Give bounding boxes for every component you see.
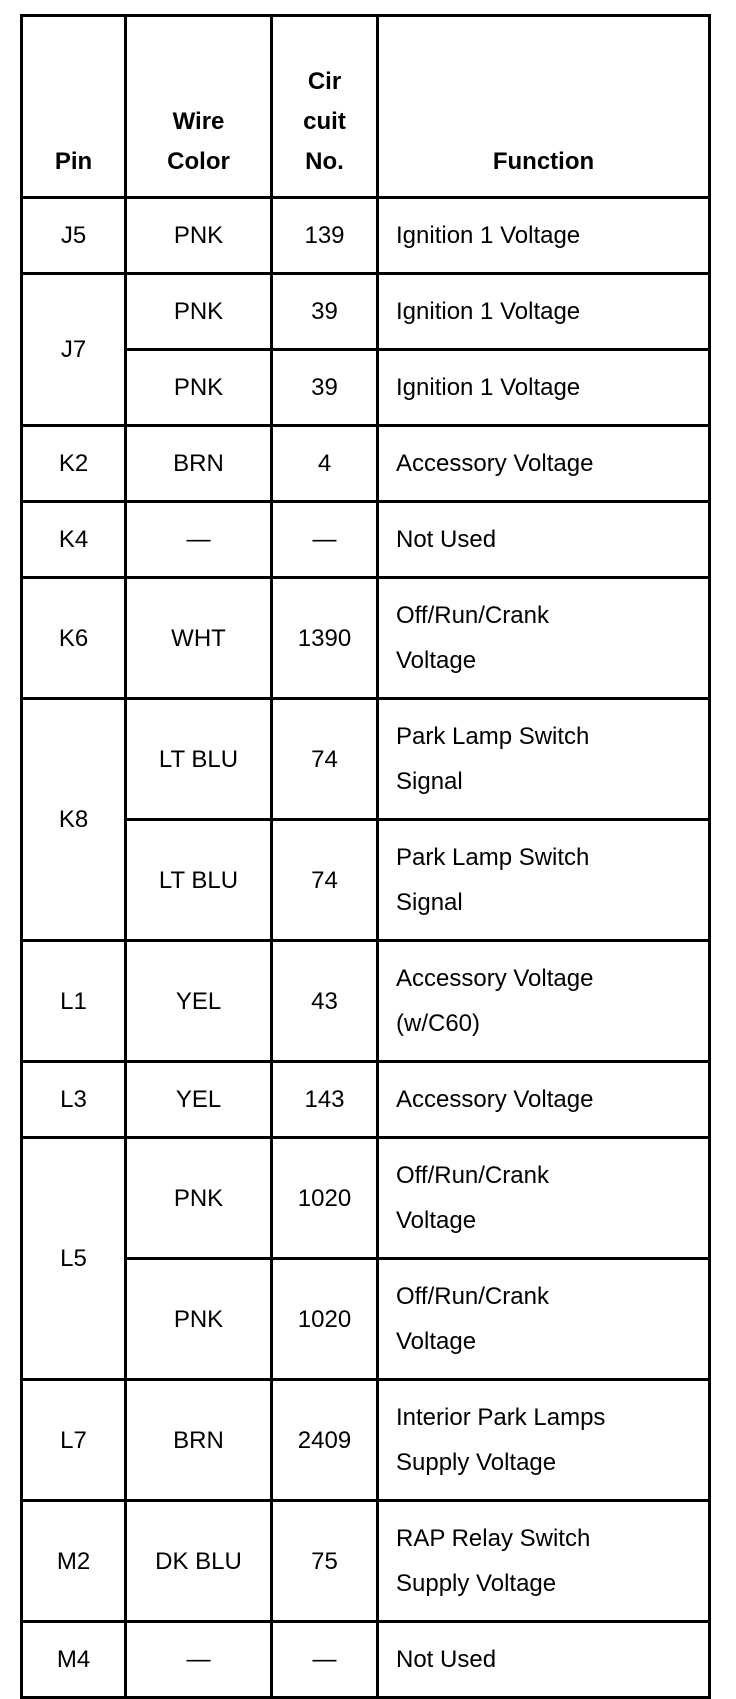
function-cell: Ignition 1 Voltage [378, 198, 710, 274]
circuit-number-cell: 1020 [272, 1138, 378, 1259]
function-cell: Accessory Voltage [378, 1062, 710, 1138]
table-row [22, 578, 710, 699]
table-row [22, 1062, 710, 1138]
wire-color-cell: PNK [126, 1259, 272, 1380]
table-row [22, 1622, 710, 1698]
pin-cell: M4 [22, 1622, 126, 1698]
wire-color-cell: LT BLU [126, 699, 272, 820]
function-cell: Ignition 1 Voltage [378, 274, 710, 350]
table-row [22, 699, 710, 820]
wire-color-cell: — [126, 502, 272, 578]
function-cell: Park Lamp Switch Signal [378, 820, 710, 941]
function-cell: Interior Park Lamps Supply Voltage [378, 1380, 710, 1501]
function-cell: Off/Run/Crank Voltage [378, 1138, 710, 1259]
function-cell: Park Lamp Switch Signal [378, 699, 710, 820]
pin-cell: L3 [22, 1062, 126, 1138]
pin-cell: J5 [22, 198, 126, 274]
circuit-number-cell: 74 [272, 699, 378, 820]
wire-color-cell: YEL [126, 941, 272, 1062]
circuit-number-cell: 139 [272, 198, 378, 274]
table-row [22, 1501, 710, 1622]
circuit-number-cell: 74 [272, 820, 378, 941]
wire-color-cell: PNK [126, 198, 272, 274]
pin-cell: K6 [22, 578, 126, 699]
circuit-number-cell: — [272, 1622, 378, 1698]
function-cell: Accessory Voltage (w/C60) [378, 941, 710, 1062]
pin-cell: K4 [22, 502, 126, 578]
circuit-number-cell: 39 [272, 350, 378, 426]
wire-color-cell: PNK [126, 350, 272, 426]
circuit-number-cell: 39 [272, 274, 378, 350]
table-row [22, 274, 710, 350]
table-row [22, 1380, 710, 1501]
table-header-row [22, 16, 710, 198]
circuit-number-cell: — [272, 502, 378, 578]
header-wire-color: Wire Color [126, 16, 272, 198]
wire-color-cell: — [126, 1622, 272, 1698]
function-cell: Accessory Voltage [378, 426, 710, 502]
table-row [22, 198, 710, 274]
pin-cell: K8 [22, 699, 126, 941]
table-row [22, 1138, 710, 1259]
circuit-number-cell: 143 [272, 1062, 378, 1138]
header-circuit-number: Cir cuit No. [272, 16, 378, 198]
circuit-number-cell: 1390 [272, 578, 378, 699]
wire-color-cell: LT BLU [126, 820, 272, 941]
table-row [22, 426, 710, 502]
pin-cell: L7 [22, 1380, 126, 1501]
table-row [22, 502, 710, 578]
wire-color-cell: PNK [126, 274, 272, 350]
circuit-number-cell: 4 [272, 426, 378, 502]
wire-color-cell: WHT [126, 578, 272, 699]
pin-cell: J7 [22, 274, 126, 426]
function-cell: Ignition 1 Voltage [378, 350, 710, 426]
connector-pinout-table [20, 14, 711, 1699]
wire-color-cell: BRN [126, 1380, 272, 1501]
wire-color-cell: DK BLU [126, 1501, 272, 1622]
table-row [22, 941, 710, 1062]
table-row [22, 820, 710, 941]
function-cell: Off/Run/Crank Voltage [378, 578, 710, 699]
function-cell: Not Used [378, 1622, 710, 1698]
pin-cell: M2 [22, 1501, 126, 1622]
table-row [22, 1259, 710, 1380]
circuit-number-cell: 1020 [272, 1259, 378, 1380]
table-row [22, 350, 710, 426]
function-cell: RAP Relay Switch Supply Voltage [378, 1501, 710, 1622]
circuit-number-cell: 75 [272, 1501, 378, 1622]
pin-cell: L5 [22, 1138, 126, 1380]
function-cell: Not Used [378, 502, 710, 578]
header-pin: Pin [22, 16, 126, 198]
wire-color-cell: BRN [126, 426, 272, 502]
pin-cell: L1 [22, 941, 126, 1062]
circuit-number-cell: 43 [272, 941, 378, 1062]
wire-color-cell: PNK [126, 1138, 272, 1259]
header-function: Function [378, 16, 710, 198]
circuit-number-cell: 2409 [272, 1380, 378, 1501]
wire-color-cell: YEL [126, 1062, 272, 1138]
function-cell: Off/Run/Crank Voltage [378, 1259, 710, 1380]
pin-cell: K2 [22, 426, 126, 502]
